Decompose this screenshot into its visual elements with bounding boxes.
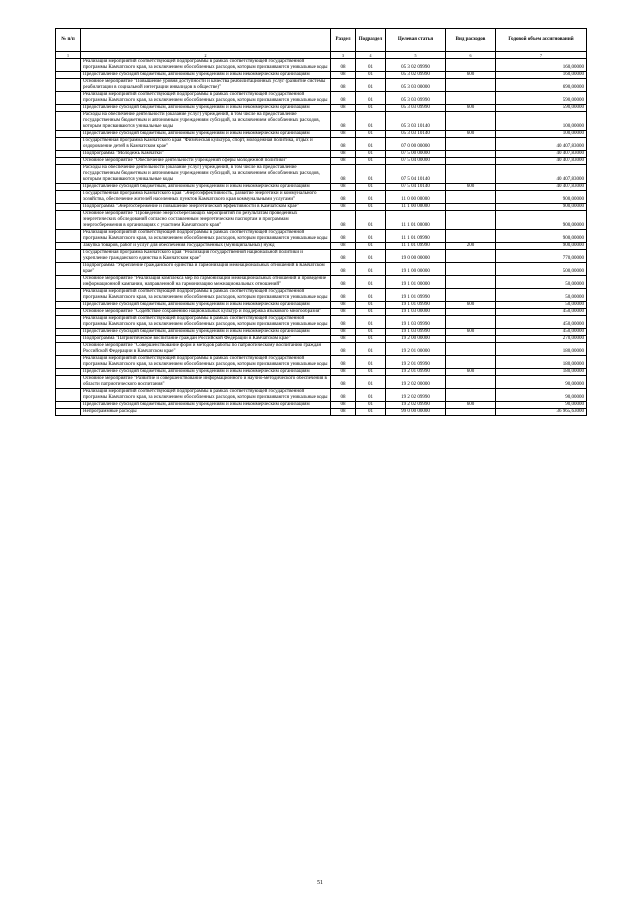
table-row — [56, 263, 587, 276]
cell-num — [56, 151, 81, 158]
cell-section: 08 — [331, 250, 356, 263]
cell-subsection: 01 — [356, 309, 386, 316]
cell-target: 07 5 04 00000 — [386, 158, 446, 165]
cell-section: 08 — [331, 79, 356, 92]
col-number: 6 — [446, 52, 496, 59]
cell-num — [56, 158, 81, 165]
table-row — [56, 158, 587, 165]
cell-section: 08 — [331, 184, 356, 191]
cell-target: 05 3 03 09990 — [386, 105, 446, 112]
header-expense-type: Вид расходов — [446, 29, 496, 52]
cell-num — [56, 263, 81, 276]
cell-name: Основное мероприятие "Обеспечение деятельности учреждений сферы молодежной политики" — [81, 158, 331, 165]
cell-num — [56, 329, 81, 336]
cell-target: 19 1 03 00000 — [386, 309, 446, 316]
cell-name: Непрограммные расходы — [81, 409, 331, 416]
cell-amount: 590,00000 — [496, 105, 587, 112]
cell-num — [56, 211, 81, 230]
cell-section: 08 — [331, 329, 356, 336]
cell-name: Основное мероприятие "Развитие и совершенствование информационного и научно-методического обеспечения в области патриотического воспитания" — [81, 376, 331, 389]
cell-amount: 50,00000 — [496, 276, 587, 289]
cell-target: 19 1 03 09990 — [386, 316, 446, 329]
cell-type: 600 — [446, 402, 496, 409]
table-row — [56, 302, 587, 309]
table-row — [56, 211, 587, 230]
cell-target: 19 1 03 09990 — [386, 329, 446, 336]
cell-name: Предоставление субсидий бюджетным, автономным учреждениям и иным некоммерческим организациям — [81, 369, 331, 376]
cell-type — [446, 343, 496, 356]
cell-subsection: 01 — [356, 59, 386, 72]
table-row — [56, 204, 587, 211]
cell-section: 08 — [331, 211, 356, 230]
cell-target: 19 0 00 00000 — [386, 250, 446, 263]
cell-type — [446, 138, 496, 151]
cell-amount: 40 407,83000 — [496, 165, 587, 184]
cell-amount: 90,00000 — [496, 389, 587, 402]
cell-subsection: 01 — [356, 138, 386, 151]
header-target: Целевая статья — [386, 29, 446, 52]
cell-target: 19 1 00 00000 — [386, 263, 446, 276]
cell-subsection: 01 — [356, 92, 386, 105]
cell-section: 08 — [331, 289, 356, 302]
col-number: 2 — [81, 52, 331, 59]
cell-section: 08 — [331, 92, 356, 105]
cell-subsection: 01 — [356, 402, 386, 409]
cell-amount: 900,00000 — [496, 191, 587, 204]
cell-amount: 270,00000 — [496, 336, 587, 343]
cell-type — [446, 389, 496, 402]
table-row — [56, 243, 587, 250]
col-number: 5 — [386, 52, 446, 59]
cell-section: 08 — [331, 191, 356, 204]
cell-target: 19 2 01 09990 — [386, 369, 446, 376]
cell-target: 11 0 00 00000 — [386, 191, 446, 204]
cell-section: 08 — [331, 59, 356, 72]
cell-type — [446, 316, 496, 329]
cell-amount: 900,00000 — [496, 230, 587, 243]
cell-amount: 180,00000 — [496, 356, 587, 369]
cell-amount: 690,00000 — [496, 79, 587, 92]
cell-amount: 900,00000 — [496, 211, 587, 230]
table-row — [56, 250, 587, 263]
cell-name: Реализация мероприятий соответствующей подпрограммы в рамках соответствующей государственной программы Камчатского края, за исключением обособленных расходов, которым присваиваются уникальные коды — [81, 289, 331, 302]
cell-section: 08 — [331, 343, 356, 356]
cell-subsection: 01 — [356, 158, 386, 165]
cell-target: 19 1 01 09990 — [386, 289, 446, 302]
cell-name: Расходы на обеспечение деятельности (оказание услуг) учреждений, в том числе на предоставление государственным бюджетным и автономным учреждениям субсидий, за исключением обособленных расходов, которым присваиваются уникальные коды — [81, 165, 331, 184]
cell-section: 08 — [331, 276, 356, 289]
cell-amount: 900,00000 — [496, 204, 587, 211]
cell-amount: 50,00000 — [496, 302, 587, 309]
cell-type — [446, 356, 496, 369]
table-row — [56, 369, 587, 376]
cell-type: 600 — [446, 105, 496, 112]
cell-amount: 90,00000 — [496, 402, 587, 409]
cell-amount: 40 407,83000 — [496, 158, 587, 165]
cell-name: Реализация мероприятий соответствующей подпрограммы в рамках соответствующей государственной программы Камчатского края, за исключением обособленных расходов, которым присваиваются уникальные коды — [81, 230, 331, 243]
table-header-row — [56, 29, 587, 52]
col-number: 3 — [331, 52, 356, 59]
table-row — [56, 165, 587, 184]
cell-amount: 590,00000 — [496, 92, 587, 105]
cell-section: 08 — [331, 230, 356, 243]
table-row — [56, 276, 587, 289]
table-row — [56, 105, 587, 112]
cell-num — [56, 316, 81, 329]
cell-section: 08 — [331, 409, 356, 416]
cell-subsection: 01 — [356, 105, 386, 112]
cell-num — [56, 389, 81, 402]
cell-amount: 36 965,63000 — [496, 409, 587, 416]
table-row — [56, 402, 587, 409]
cell-name: Реализация мероприятий соответствующей подпрограммы в рамках соответствующей государственной программы Камчатского края, за исключением обособленных расходов, которым присваиваются уникальные коды — [81, 59, 331, 72]
cell-type — [446, 204, 496, 211]
cell-subsection: 01 — [356, 184, 386, 191]
cell-subsection: 01 — [356, 151, 386, 158]
header-num: № п/п — [56, 29, 81, 52]
cell-type: 600 — [446, 72, 496, 79]
cell-num — [56, 309, 81, 316]
cell-target: 05 3 03 09990 — [386, 92, 446, 105]
cell-amount: 40 407,83000 — [496, 151, 587, 158]
cell-num — [56, 289, 81, 302]
cell-name: Подпрограмма "Укрепление гражданского единства и гармонизация межнациональных отношений в Камчатском крае" — [81, 263, 331, 276]
cell-section: 08 — [331, 105, 356, 112]
cell-target: 99 0 00 00000 — [386, 409, 446, 416]
cell-name: Закупка товаров, работ и услуг для обеспечения государственных (муниципальных) нужд — [81, 243, 331, 250]
cell-name: Реализация мероприятий соответствующей подпрограммы в рамках соответствующей государственной программы Камчатского края, за исключением обособленных расходов, которым присваиваются уникальные коды — [81, 389, 331, 402]
cell-num — [56, 336, 81, 343]
cell-target: 07 5 04 10140 — [386, 184, 446, 191]
cell-num — [56, 376, 81, 389]
cell-section: 08 — [331, 243, 356, 250]
cell-subsection: 01 — [356, 243, 386, 250]
cell-type — [446, 158, 496, 165]
cell-type — [446, 276, 496, 289]
cell-type — [446, 376, 496, 389]
table-body — [56, 59, 587, 416]
cell-type: 600 — [446, 302, 496, 309]
table-row — [56, 151, 587, 158]
table-row — [56, 72, 587, 79]
cell-amount: 100,00000 — [496, 112, 587, 131]
table-row — [56, 389, 587, 402]
cell-subsection: 01 — [356, 329, 386, 336]
cell-target: 19 1 01 00000 — [386, 276, 446, 289]
table-row — [56, 316, 587, 329]
cell-amount: 160,00000 — [496, 59, 587, 72]
cell-subsection: 01 — [356, 336, 386, 343]
cell-subsection: 01 — [356, 343, 386, 356]
cell-subsection: 01 — [356, 356, 386, 369]
cell-target: 11 1 01 09990 — [386, 243, 446, 250]
cell-num — [56, 79, 81, 92]
cell-amount: 160,00000 — [496, 72, 587, 79]
cell-target: 19 2 02 09990 — [386, 402, 446, 409]
cell-section: 08 — [331, 302, 356, 309]
cell-num — [56, 165, 81, 184]
cell-type — [446, 409, 496, 416]
cell-subsection: 01 — [356, 72, 386, 79]
cell-name: Основное мероприятие "Повышение уровня доступности и качества реабилитационных услуг (развитие системы реабилитации в социальной интеграции инвалидов в обществе)" — [81, 79, 331, 92]
cell-type — [446, 309, 496, 316]
cell-type — [446, 289, 496, 302]
cell-amount: 180,00000 — [496, 343, 587, 356]
cell-amount: 40 407,83000 — [496, 138, 587, 151]
cell-subsection: 01 — [356, 165, 386, 184]
cell-name: Предоставление субсидий бюджетным, автономным учреждениям и иным некоммерческим организациям — [81, 402, 331, 409]
cell-name: Основное мероприятие "Содействие сохранению национальных культур и поддержка языкового многообразия" — [81, 309, 331, 316]
cell-subsection: 01 — [356, 79, 386, 92]
cell-subsection: 01 — [356, 409, 386, 416]
table-row — [56, 329, 587, 336]
cell-target: 05 3 03 10140 — [386, 112, 446, 131]
cell-amount: 180,00000 — [496, 369, 587, 376]
cell-num — [56, 276, 81, 289]
table-row — [56, 138, 587, 151]
cell-section: 08 — [331, 316, 356, 329]
cell-type: 600 — [446, 369, 496, 376]
table-row — [56, 343, 587, 356]
cell-target: 19 2 00 00000 — [386, 336, 446, 343]
table-row — [56, 309, 587, 316]
cell-subsection: 01 — [356, 376, 386, 389]
cell-section: 08 — [331, 112, 356, 131]
cell-num — [56, 409, 81, 416]
cell-type — [446, 191, 496, 204]
cell-target: 05 3 03 10140 — [386, 131, 446, 138]
cell-amount: 450,00000 — [496, 316, 587, 329]
cell-section: 08 — [331, 309, 356, 316]
col-number: 7 — [496, 52, 587, 59]
cell-num — [56, 184, 81, 191]
cell-num — [56, 369, 81, 376]
cell-subsection: 01 — [356, 276, 386, 289]
cell-subsection: 01 — [356, 316, 386, 329]
cell-name: Реализация мероприятий соответствующей подпрограммы в рамках соответствующей государственной программы Камчатского края, за исключением обособленных расходов, которым присваиваются уникальные коды — [81, 92, 331, 105]
col-number: 4 — [356, 52, 386, 59]
cell-num — [56, 356, 81, 369]
table-row — [56, 92, 587, 105]
cell-type — [446, 230, 496, 243]
cell-subsection: 01 — [356, 263, 386, 276]
cell-num — [56, 92, 81, 105]
column-number-row — [56, 52, 587, 59]
cell-num — [56, 112, 81, 131]
cell-amount: 100,00000 — [496, 131, 587, 138]
cell-num — [56, 72, 81, 79]
cell-name: Предоставление субсидий бюджетным, автономным учреждениям и иным некоммерческим организациям — [81, 105, 331, 112]
cell-name: Расходы на обеспечение деятельности (оказание услуг) учреждений, в том числе на предоставление государственным бюджетным и автономным учреждениям субсидий, за исключением обособленных расходов, которым присваиваются уникальные коды — [81, 112, 331, 131]
cell-name: Государственная программа Камчатского края "Реализация государственной национальной политики и укрепление гражданского единства в Камчатском крае" — [81, 250, 331, 263]
cell-type — [446, 263, 496, 276]
cell-name: Предоставление субсидий бюджетным, автономным учреждениям и иным некоммерческим организациям — [81, 72, 331, 79]
cell-num — [56, 138, 81, 151]
table-row — [56, 112, 587, 131]
cell-amount: 500,00000 — [496, 263, 587, 276]
cell-amount: 450,00000 — [496, 329, 587, 336]
cell-subsection: 01 — [356, 289, 386, 302]
cell-type — [446, 79, 496, 92]
cell-name: Подпрограмма "Патриотическое воспитание граждан Российской Федерации в Камчатском крае" — [81, 336, 331, 343]
cell-type: 600 — [446, 329, 496, 336]
cell-num — [56, 243, 81, 250]
header-name — [81, 29, 331, 52]
cell-type — [446, 151, 496, 158]
cell-num — [56, 105, 81, 112]
cell-name: Реализация мероприятий соответствующей подпрограммы в рамках соответствующей государственной программы Камчатского края, за исключением обособленных расходов, которым присваиваются уникальные коды — [81, 356, 331, 369]
cell-target: 11 1 01 00000 — [386, 211, 446, 230]
cell-section: 08 — [331, 72, 356, 79]
cell-amount: 40 407,83000 — [496, 184, 587, 191]
cell-target: 07 5 00 00000 — [386, 151, 446, 158]
header-section: Раздел — [331, 29, 356, 52]
cell-target: 19 2 02 00000 — [386, 376, 446, 389]
cell-subsection: 01 — [356, 369, 386, 376]
table-row — [56, 356, 587, 369]
cell-num — [56, 250, 81, 263]
cell-num — [56, 402, 81, 409]
table-row — [56, 336, 587, 343]
cell-target: 11 1 00 00000 — [386, 204, 446, 211]
table-row — [56, 59, 587, 72]
cell-amount: 900,00000 — [496, 243, 587, 250]
cell-amount: 770,00000 — [496, 250, 587, 263]
cell-name: Предоставление субсидий бюджетным, автономным учреждениям и иным некоммерческим организациям — [81, 329, 331, 336]
cell-section: 08 — [331, 336, 356, 343]
cell-section: 08 — [331, 158, 356, 165]
cell-name: Государственная программа Камчатского края "Энергоэффективность, развитие энергетики и коммунального хозяйства, обеспечение жителей населенных пунктов Камчатского края коммунальными услугами" — [81, 191, 331, 204]
cell-target: 05 3 03 00000 — [386, 79, 446, 92]
cell-subsection: 01 — [356, 191, 386, 204]
table-row — [56, 131, 587, 138]
cell-section: 08 — [331, 151, 356, 158]
cell-num — [56, 302, 81, 309]
header-amount: Годовой объем ассигнований — [496, 29, 587, 52]
cell-section: 08 — [331, 389, 356, 402]
cell-name: Подпрограмма "Молодежь Камчатки" — [81, 151, 331, 158]
cell-section: 08 — [331, 376, 356, 389]
cell-type — [446, 211, 496, 230]
cell-subsection: 01 — [356, 230, 386, 243]
cell-subsection: 01 — [356, 211, 386, 230]
cell-name: Основное мероприятие "Реализация комплекса мер по гармонизации межнациональных отношений и проведение информационной кампании, направленной на гармонизацию межнациональных отношений" — [81, 276, 331, 289]
col-number: 1 — [56, 52, 81, 59]
cell-type — [446, 250, 496, 263]
cell-num — [56, 131, 81, 138]
cell-section: 08 — [331, 131, 356, 138]
cell-name: Государственная программа Камчатского края "Физическая культура, спорт, молодежная политика, отдых и оздоровление детей в Камчатском крае" — [81, 138, 331, 151]
cell-name: Реализация мероприятий соответствующей подпрограммы в рамках соответствующей государственной программы Камчатского края, за исключением обособленных расходов, которым присваиваются уникальные коды — [81, 316, 331, 329]
cell-type: 200 — [446, 243, 496, 250]
cell-target: 19 2 02 09990 — [386, 389, 446, 402]
cell-name: Предоставление субсидий бюджетным, автономным учреждениям и иным некоммерческим организациям — [81, 131, 331, 138]
page-number: 51 — [317, 880, 323, 886]
cell-num — [56, 204, 81, 211]
cell-name: Предоставление субсидий бюджетным, автономным учреждениям и иным некоммерческим организациям — [81, 184, 331, 191]
cell-section: 08 — [331, 369, 356, 376]
cell-section: 08 — [331, 263, 356, 276]
header-subsection: Подраздел — [356, 29, 386, 52]
table-row — [56, 184, 587, 191]
cell-section: 08 — [331, 165, 356, 184]
cell-name: Подпрограмма "Энергосбережение и повышение энергетической эффективности в Камчатском крае" — [81, 204, 331, 211]
cell-name: Основное мероприятие "Совершенствование форм и методов работы по патриотическому воспитанию граждан Российской Федерации в Камчатском крае" — [81, 343, 331, 356]
cell-section: 08 — [331, 356, 356, 369]
cell-amount: 90,00000 — [496, 376, 587, 389]
cell-section: 08 — [331, 138, 356, 151]
cell-target: 07 5 04 10140 — [386, 165, 446, 184]
cell-type — [446, 336, 496, 343]
cell-type — [446, 165, 496, 184]
cell-section: 08 — [331, 204, 356, 211]
cell-subsection: 01 — [356, 112, 386, 131]
table-row — [56, 289, 587, 302]
cell-name: Предоставление субсидий бюджетным, автономным учреждениям и иным некоммерческим организациям — [81, 302, 331, 309]
cell-subsection: 01 — [356, 250, 386, 263]
cell-type — [446, 92, 496, 105]
cell-section: 08 — [331, 402, 356, 409]
cell-num — [56, 343, 81, 356]
table-row — [56, 191, 587, 204]
cell-subsection: 01 — [356, 131, 386, 138]
table-row — [56, 79, 587, 92]
cell-num — [56, 59, 81, 72]
cell-name: Основное мероприятие "Проведение энергосберегающих мероприятий по результатам проведенных энергетических обследований согласно составленным энергетическим паспортам и программам энергосбережения в организациях с участием Камчатского края" — [81, 211, 331, 230]
cell-amount: 450,00000 — [496, 309, 587, 316]
cell-subsection: 01 — [356, 389, 386, 402]
budget-allocation-table — [55, 28, 587, 416]
table-row — [56, 376, 587, 389]
cell-target: 19 2 01 09990 — [386, 356, 446, 369]
cell-type — [446, 59, 496, 72]
table-row — [56, 409, 587, 416]
cell-subsection: 01 — [356, 204, 386, 211]
cell-type: 600 — [446, 184, 496, 191]
table-row — [56, 230, 587, 243]
cell-amount: 50,00000 — [496, 289, 587, 302]
cell-subsection: 01 — [356, 302, 386, 309]
cell-target: 05 3 02 09990 — [386, 72, 446, 79]
cell-target: 19 2 01 00000 — [386, 343, 446, 356]
cell-target: 07 0 00 00000 — [386, 138, 446, 151]
cell-num — [56, 230, 81, 243]
cell-target: 19 1 01 09990 — [386, 302, 446, 309]
cell-type: 600 — [446, 131, 496, 138]
cell-target: 11 1 01 09990 — [386, 230, 446, 243]
cell-num — [56, 191, 81, 204]
cell-target: 05 3 02 09990 — [386, 59, 446, 72]
cell-type — [446, 112, 496, 131]
